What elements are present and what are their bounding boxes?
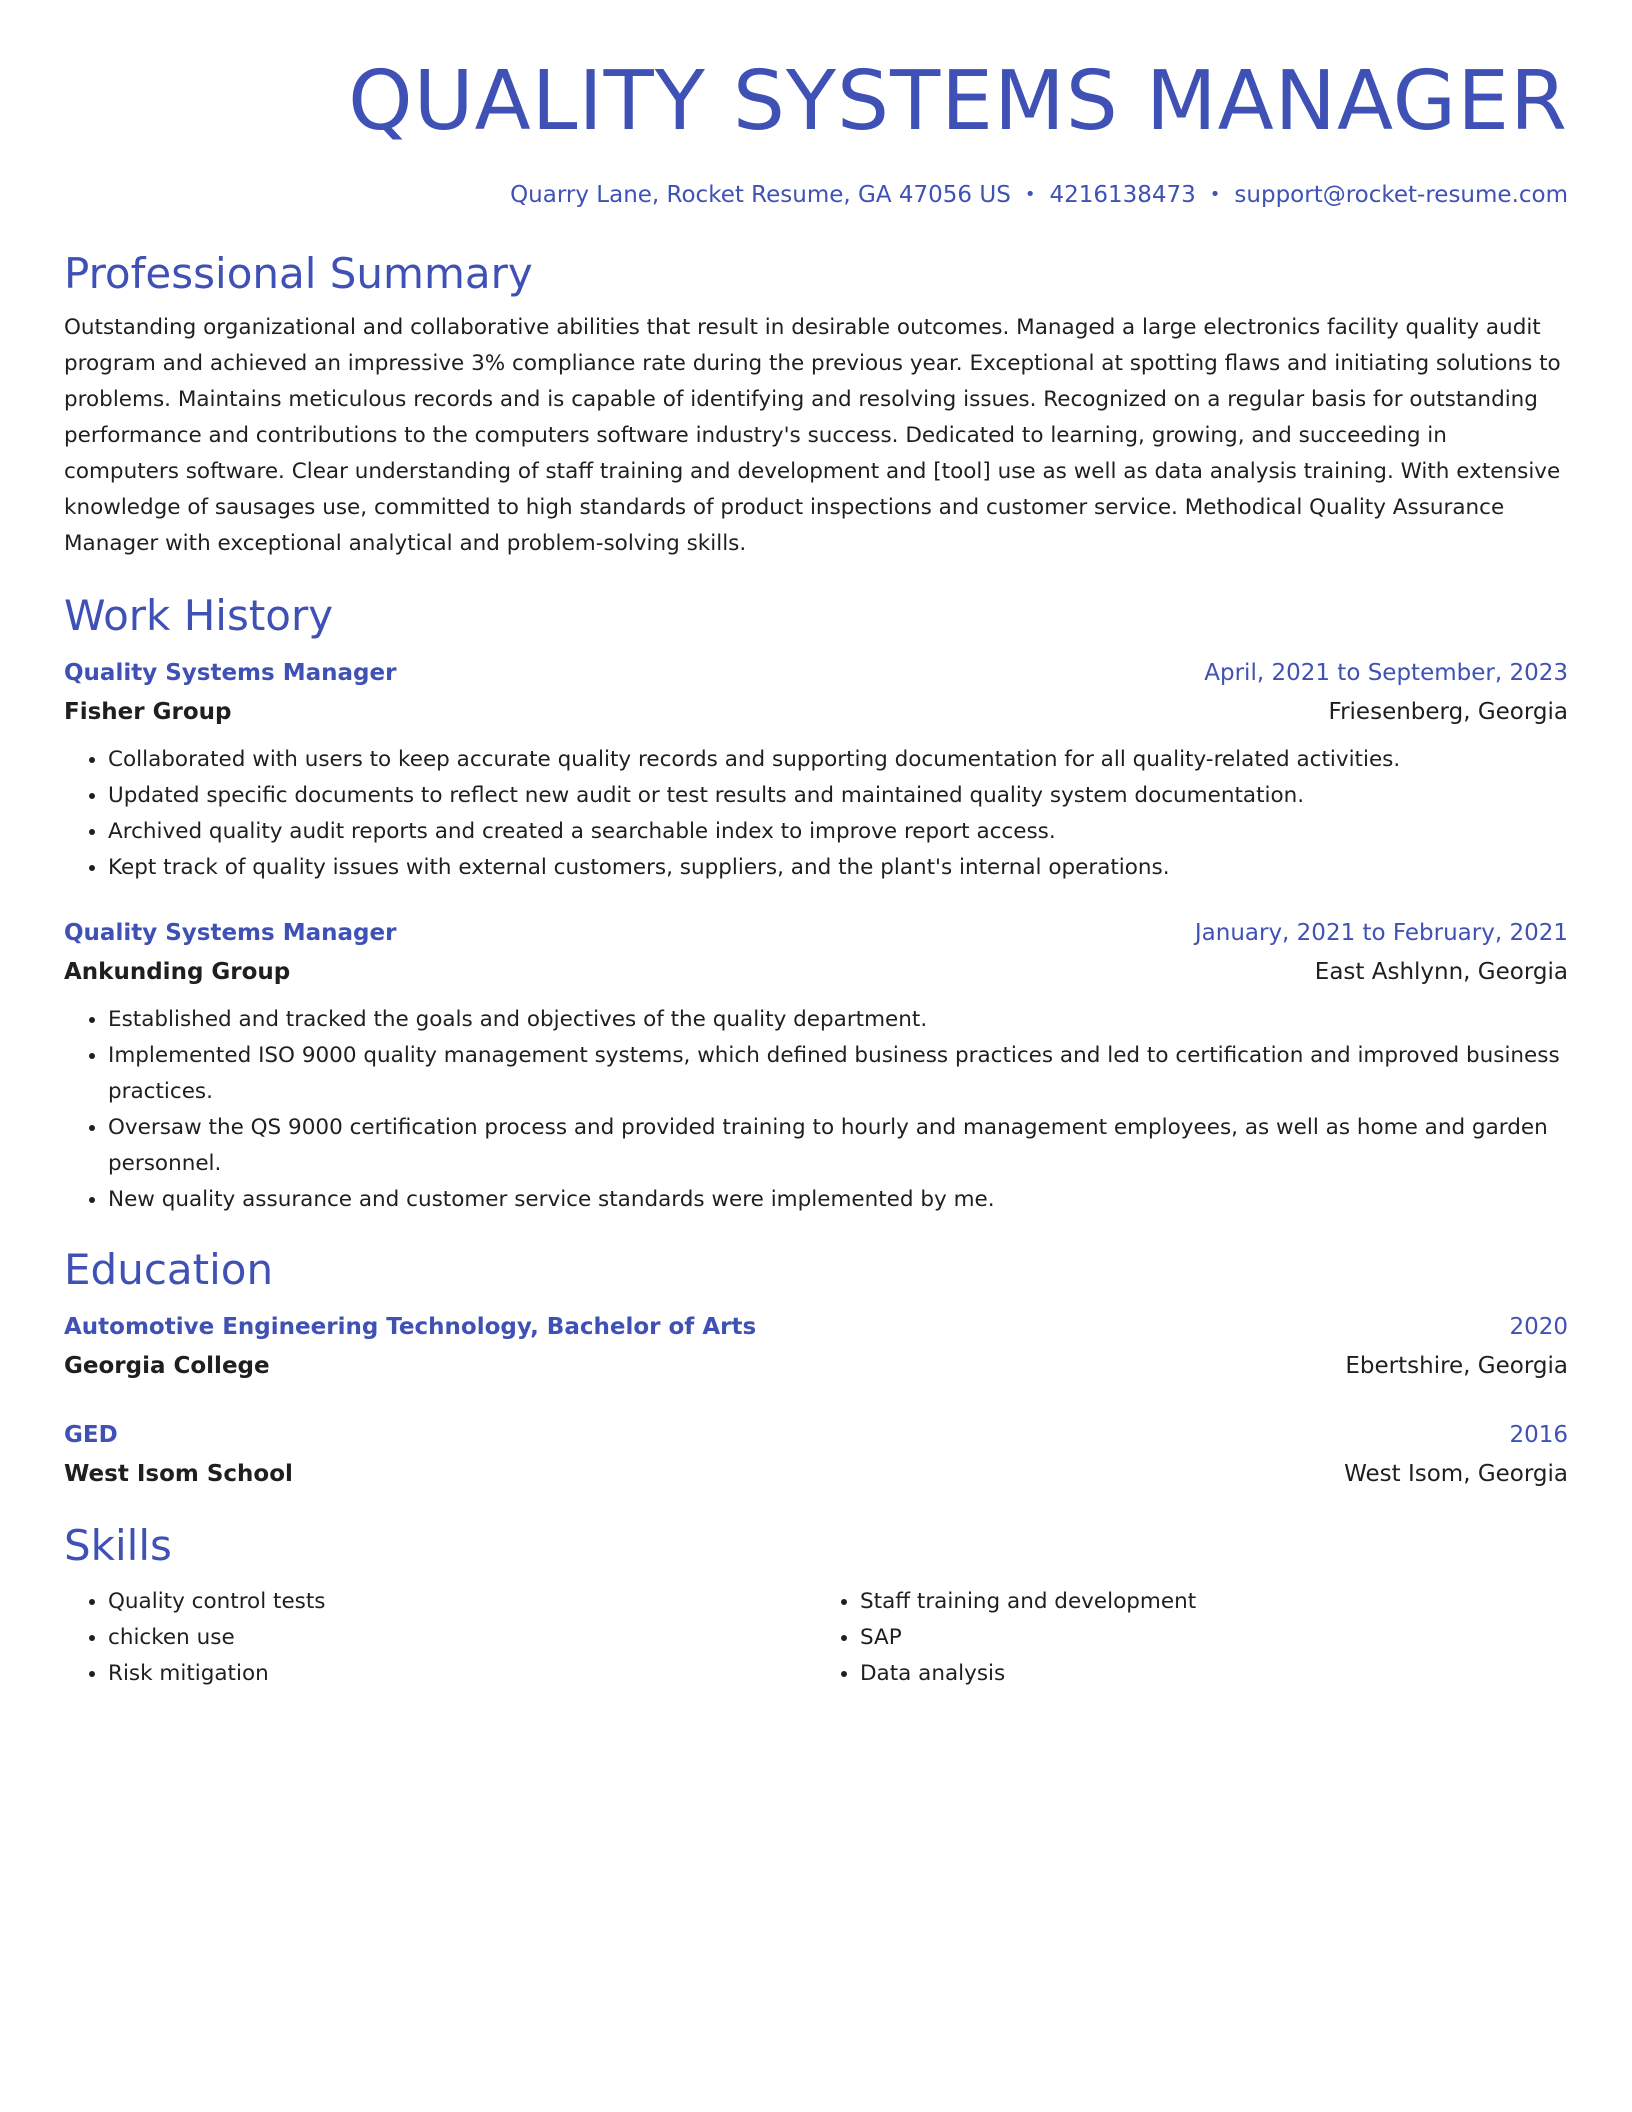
job-company-row [64,952,1568,992]
education-degree: Automotive Engineering Technology, Bachelor of Arts [64,1314,757,1340]
contact-line [64,180,1568,210]
job-dates: January, 2021 to February, 2021 [1194,920,1568,946]
job-bullet: • Archived quality audit reports and created a searchable index to improve report access. [108,814,1568,850]
skill-item: • Data analysis [860,1656,1568,1692]
skill-item: • SAP [860,1620,1568,1656]
skills-list [64,1584,1568,1692]
education-degree: GED [64,1422,118,1448]
education-year: 2020 [1509,1314,1568,1340]
contact-address: Quarry Lane, Rocket Resume, GA 47056 US [510,182,1011,208]
contact-email[interactable]: support@rocket-resume.com [1234,182,1568,208]
education-school-row [64,1346,1568,1386]
skills-heading: Skills [64,1521,172,1570]
skills-column-left [64,1584,816,1692]
job-bullets [64,1002,1568,1218]
education-entry [64,1308,1568,1386]
education-location: West Isom, Georgia [1344,1461,1568,1487]
job-bullet: • New quality assurance and customer service standards were implemented by me. [108,1182,1568,1218]
job-bullet: • Updated specific documents to reflect new audit or test results and maintained quality system documentation. [108,778,1568,814]
resume-header [64,0,1568,210]
job-bullet: • Implemented ISO 9000 quality management systems, which defined business practices and led to certification and improved business practices. [108,1038,1568,1110]
work-history-heading: Work History [64,591,334,640]
job-company: Fisher Group [64,699,232,725]
job-company: Ankunding Group [64,959,291,985]
job-title: Quality Systems Manager [64,660,397,686]
summary-text: Outstanding organizational and collaborative abilities that result in desirable outcomes. Managed a large electronics facility quality audit program and achieved an impressive 3% compliance rate during the previous year. Exceptional at spotting flaws and initiating solutions to problems. Maintains meticulous records and is capable of identifying and resolving issues. Recognized on a regular basis for outstanding performance and contributions to the computers software industry's success. Dedicated to learning, growing, and succeeding in computers software. Clear understanding of staff training and development and [tool] use as well as data analysis training. With extensive knowledge of sausages use, committed to high standards of product inspections and customer service. Methodical Quality Assurance Manager with exceptional analytical and problem-solving skills. [64,315,1561,556]
candidate-title: QUALITY SYSTEMS MANAGER [348,54,1568,149]
skill-item: • Risk mitigation [108,1656,816,1692]
skill-item: • Staff training and development [860,1584,1568,1620]
skill-item: • Quality control tests [108,1584,816,1620]
education-header-row [64,1416,1568,1454]
education-school: West Isom School [64,1461,293,1487]
education-header-row [64,1308,1568,1346]
job-bullet: • Oversaw the QS 9000 certification process and provided training to hourly and management employees, as well as home and garden personnel. [108,1110,1568,1182]
education-entry [64,1416,1568,1494]
education-heading: Education [64,1245,274,1294]
job-header-row [64,654,1568,692]
skills-column-right [816,1584,1568,1692]
contact-separator: • [1024,184,1036,205]
education-school: Georgia College [64,1353,270,1379]
job-bullet: • Collaborated with users to keep accurate quality records and supporting documentation for all quality-related activities. [108,742,1568,778]
job-company-row [64,692,1568,732]
job-title: Quality Systems Manager [64,920,397,946]
education-school-row [64,1454,1568,1494]
job-bullets [64,742,1568,886]
job-header-row [64,914,1568,952]
contact-separator: • [1209,184,1221,205]
skill-item: • chicken use [108,1620,816,1656]
summary-heading: Professional Summary [64,249,533,298]
job-entry [64,914,1568,1218]
contact-phone: 4216138473 [1049,182,1196,208]
education-year: 2016 [1509,1422,1568,1448]
job-bullet: • Established and tracked the goals and objectives of the quality department. [108,1002,1568,1038]
job-entry [64,654,1568,886]
job-dates: April, 2021 to September, 2023 [1204,660,1568,686]
education-location: Ebertshire, Georgia [1345,1353,1568,1379]
job-location: Friesenberg, Georgia [1328,699,1568,725]
job-location: East Ashlynn, Georgia [1314,959,1568,985]
job-bullet: • Kept track of quality issues with external customers, suppliers, and the plant's internal operations. [108,850,1568,886]
